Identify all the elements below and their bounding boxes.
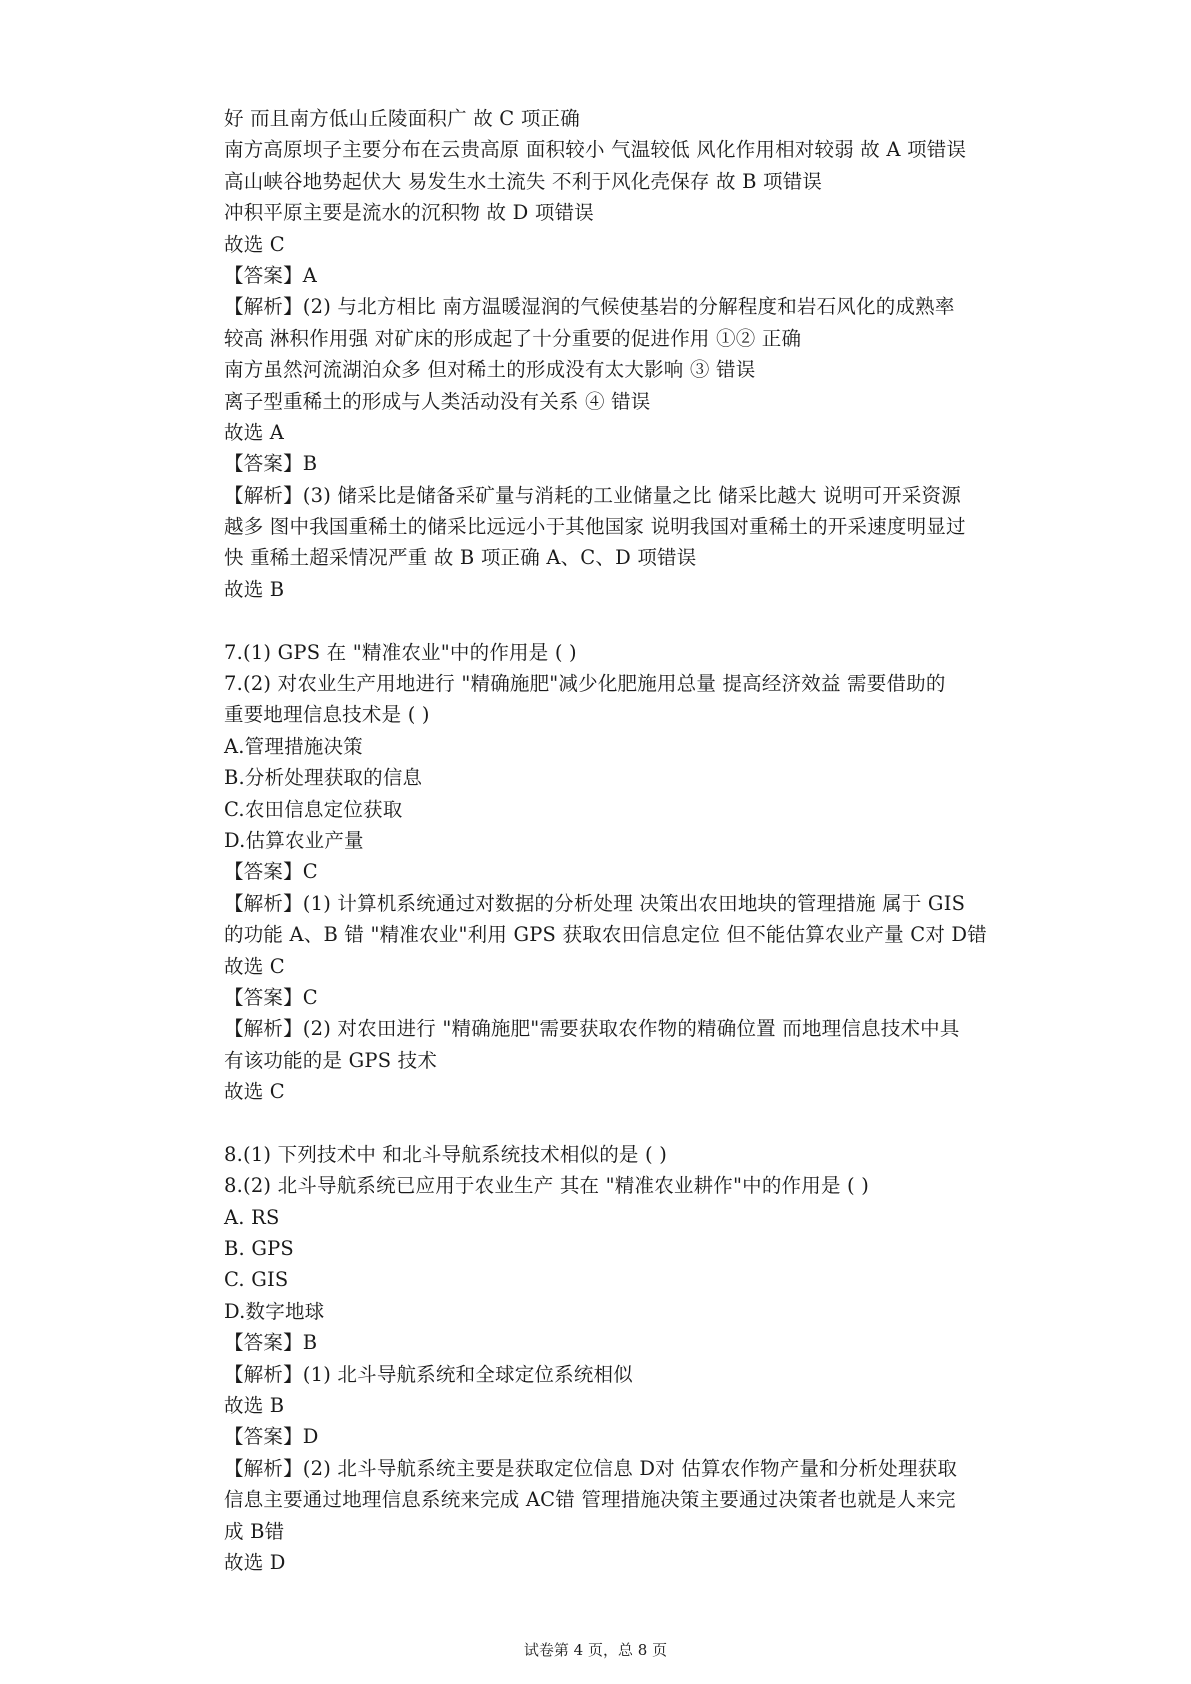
text-line: 的功能 A、B 错 "精准农业"利用 GPS 获取农田信息定位 但不能估算农业产量 C对 D错 bbox=[224, 923, 987, 947]
document-body bbox=[224, 103, 1024, 1578]
text-line: 【解析】(1) 计算机系统通过对数据的分析处理 决策出农田地块的管理措施 属于 GIS bbox=[224, 891, 966, 915]
text-line: 故选 C bbox=[224, 1080, 285, 1104]
text-line: 【解析】(2) 对农田进行 "精确施肥"需要获取农作物的精确位置 而地理信息技术中具 bbox=[224, 1017, 960, 1041]
text-line: 【解析】(2) 北斗导航系统主要是获取定位信息 D对 估算农作物产量和分析处理获取 bbox=[224, 1456, 958, 1480]
text-line: B.分析处理获取的信息 bbox=[224, 766, 423, 790]
text-line: 【答案】B bbox=[224, 1331, 318, 1355]
text-line: 【答案】C bbox=[224, 985, 318, 1009]
text-line: 高山峡谷地势起伏大 易发生水土流失 不利于风化壳保存 故 B 项错误 bbox=[224, 169, 823, 193]
text-line: 【解析】(2) 与北方相比 南方温暖湿润的气候使基岩的分解程度和岩石风化的成熟率 bbox=[224, 295, 955, 319]
text-line: 8.(1) 下列技术中 和北斗导航系统技术相似的是 ( ) bbox=[224, 1142, 668, 1166]
text-line: 较高 淋积作用强 对矿床的形成起了十分重要的促进作用 ①② 正确 bbox=[224, 326, 802, 350]
text-line: 重要地理信息技术是 ( ) bbox=[224, 703, 430, 727]
blank-line bbox=[224, 1108, 1024, 1139]
text-line: A. RS bbox=[224, 1205, 280, 1229]
text-line: 南方高原坝子主要分布在云贵高原 面积较小 气温较低 风化作用相对较弱 故 A 项错误 bbox=[224, 138, 967, 162]
text-line: 故选 B bbox=[224, 577, 285, 601]
text-line: 【答案】B bbox=[224, 452, 318, 476]
text-line: A.管理措施决策 bbox=[224, 734, 363, 758]
text-line: 有该功能的是 GPS 技术 bbox=[224, 1048, 438, 1072]
page-footer: 试卷第 4 页，总 8 页 bbox=[523, 1641, 668, 1659]
text-line: 好 而且南方低山丘陵面积广 故 C 项正确 bbox=[224, 107, 580, 130]
text-line: 7.(2) 对农业生产用地进行 "精确施肥"减少化肥施用总量 提高经济效益 需要借助的 bbox=[224, 672, 946, 696]
text-line: 故选 C bbox=[224, 232, 285, 256]
text-line: 越多 图中我国重稀土的储采比远远小于其他国家 说明我国对重稀土的开采速度明显过 bbox=[224, 515, 966, 539]
text-line: 故选 D bbox=[224, 1550, 286, 1574]
text-line: 8.(2) 北斗导航系统已应用于农业生产 其在 "精准农业耕作"中的作用是 ( ) bbox=[224, 1174, 870, 1198]
text-line: 【解析】(3) 储采比是储备采矿量与消耗的工业储量之比 储采比越大 说明可开采资源 bbox=[224, 483, 961, 507]
text-line: 故选 B bbox=[224, 1394, 285, 1418]
text-line: 故选 A bbox=[224, 420, 285, 444]
text-line: D.估算农业产量 bbox=[224, 828, 364, 852]
text-line: 快 重稀土超采情况严重 故 B 项正确 A、C、D 项错误 bbox=[224, 546, 697, 570]
text-line: 成 B错 bbox=[224, 1519, 285, 1543]
text-line: 【答案】A bbox=[224, 263, 318, 287]
text-line: 冲积平原主要是流水的沉积物 故 D 项错误 bbox=[224, 201, 594, 225]
text-line: D.数字地球 bbox=[224, 1299, 325, 1323]
text-line: C.农田信息定位获取 bbox=[224, 797, 403, 821]
text-line: C. GIS bbox=[224, 1268, 289, 1292]
text-line: 离子型重稀土的形成与人类活动没有关系 ④ 错误 bbox=[224, 389, 651, 413]
text-line: B. GPS bbox=[224, 1237, 294, 1261]
blank-line bbox=[224, 605, 1024, 636]
text-line: 【答案】C bbox=[224, 860, 318, 884]
text-line: 南方虽然河流湖泊众多 但对稀土的形成没有太大影响 ③ 错误 bbox=[224, 358, 756, 382]
text-line: 信息主要通过地理信息系统来完成 AC错 管理措施决策主要通过决策者也就是人来完 bbox=[224, 1488, 956, 1512]
text-line: 【解析】(1) 北斗导航系统和全球定位系统相似 bbox=[224, 1362, 633, 1386]
text-line: 【答案】D bbox=[224, 1425, 319, 1449]
text-line: 7.(1) GPS 在 "精准农业"中的作用是 ( ) bbox=[224, 640, 577, 664]
text-line: 故选 C bbox=[224, 954, 285, 978]
